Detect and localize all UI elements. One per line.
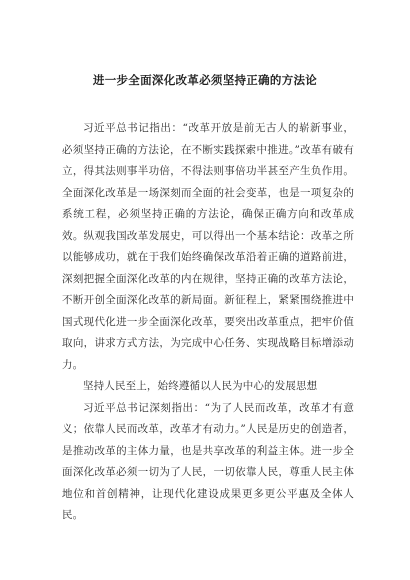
section-subheading: 坚持人民至上，始终遵循以人民为中心的发展思想 [83, 380, 318, 392]
paragraph: 习近平总书记深刻指出：“为了人民而改革，改革才有意义；依靠人民而改革，改革才有动力。”人民是历史的创造者，是推动改革的主体力量，也是共享改革的利益主体。进一步全面深化改革必须一切为了人民，一切依靠人民，尊重人民主体地位和首创精神，让现代化建设成果更多更公平惠及全体人民。 [62, 401, 354, 521]
document-body [62, 118, 354, 527]
paragraph: 习近平总书记指出：“改革开放是前无古人的崭新事业，必须坚持正确的方法论，在不断实践探索中推进。”改革有破有立，得其法则事半功倍，不得法则事倍功半甚至产生负作用。全面深化改革是一场深刻而全面的社会变革，也是一项复杂的系统工程，必须坚持正确的方法论，确保正确方向和改革成效。纵观我国改革发展史，可以得出一个基本结论：改革之所以能够成功，就在于我们始终确保改革沿着正确的道路前进，深刻把握全面深化改革的内在规律，坚持正确的改革方法论，不断开创全面深化改革的新局面。新征程上，紧紧围绕推进中国式现代化进一步全面深化改革，要突出改革重点，把牢价值取向，讲求方式方法，为完成中心任务、实现战略目标增添动力。 [62, 122, 354, 371]
document-title: 进一步全面深化改革必须坚持正确的方法论 [92, 73, 318, 87]
